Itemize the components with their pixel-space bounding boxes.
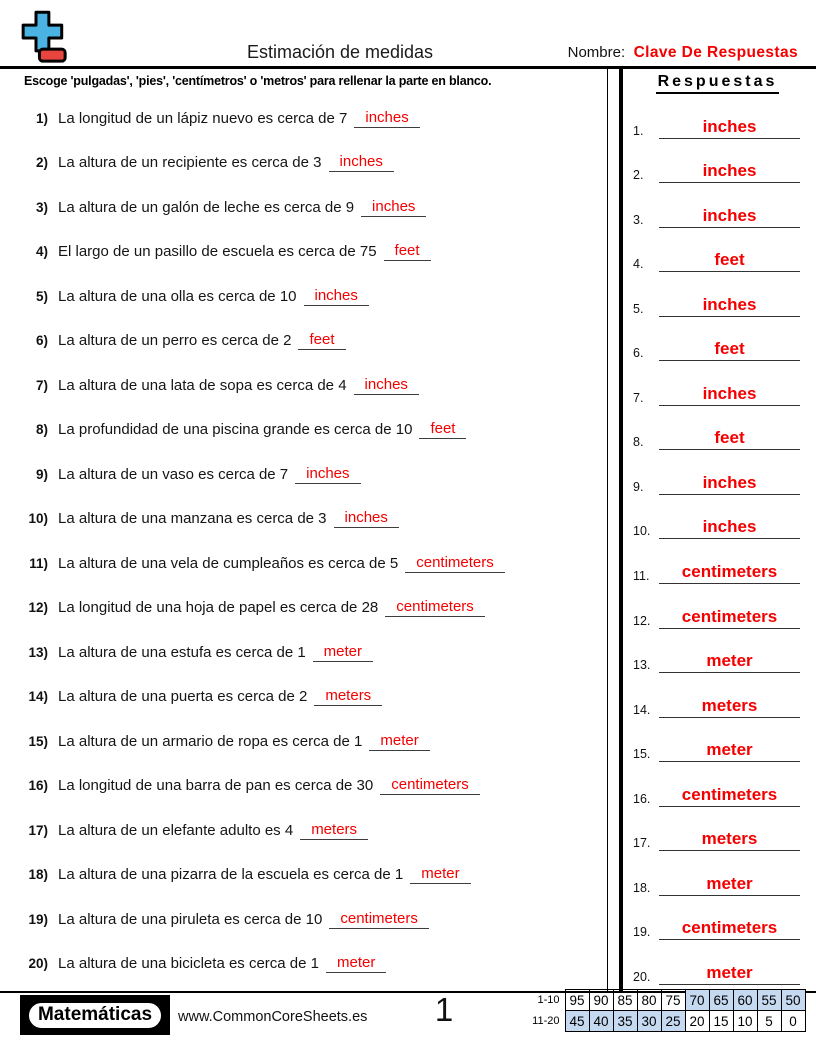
question-row	[24, 719, 607, 764]
answer-row	[633, 589, 802, 634]
questions-column	[0, 69, 608, 992]
answer-number: 8.	[633, 435, 644, 450]
question-row	[24, 942, 607, 987]
answer-row	[633, 144, 802, 189]
score-cell: 40	[589, 1011, 613, 1032]
answer-row	[633, 901, 802, 946]
score-cell: 30	[637, 1011, 661, 1032]
answer-number: 5.	[633, 301, 644, 316]
question-row	[24, 497, 607, 542]
score-cell: 65	[709, 990, 733, 1011]
question-answer-blank: inches	[329, 153, 394, 172]
instruction-text: Escoge 'pulgadas', 'pies', 'centímetros' o 'metros' para rellenar la parte en blanco.	[24, 74, 492, 88]
answer-row	[633, 277, 802, 322]
answer-row	[633, 366, 802, 411]
score-cell: 50	[781, 990, 805, 1011]
question-answer-blank: centimeters	[405, 554, 505, 573]
question-text: La altura de un recipiente es cerca de 3	[58, 154, 322, 172]
answer-number: 12.	[633, 613, 651, 628]
answer-value: meters	[659, 829, 800, 851]
answer-row	[633, 233, 802, 278]
answer-key-label: Clave De Respuestas	[633, 44, 798, 61]
question-row	[24, 185, 607, 230]
question-row	[24, 586, 607, 631]
answer-value: inches	[659, 117, 800, 139]
answer-row	[633, 188, 802, 233]
question-text: La altura de una bicicleta es cerca de 1	[58, 955, 319, 973]
question-text: La longitud de una hoja de papel es cerca de 28	[58, 599, 379, 617]
answer-value: centimeters	[659, 918, 800, 940]
page-title: Estimación de medidas	[246, 42, 434, 62]
question-text: La altura de un galón de leche es cerca de 9	[58, 198, 355, 216]
question-number: 6)	[35, 333, 48, 349]
answer-row	[633, 767, 802, 812]
question-number: 11)	[29, 555, 48, 571]
answer-value: inches	[659, 295, 800, 317]
question-number: 8)	[35, 422, 48, 438]
question-row	[24, 541, 607, 586]
score-row-label: 11-20	[532, 1015, 560, 1027]
score-cell: 35	[613, 1011, 637, 1032]
question-answer-blank: feet	[384, 242, 431, 261]
score-cell: 60	[733, 990, 757, 1011]
question-answer-blank: meter	[313, 643, 373, 662]
answer-value: feet	[659, 428, 800, 450]
question-row	[24, 764, 607, 809]
page-number: 1	[434, 991, 454, 1028]
answer-value: centimeters	[659, 562, 800, 584]
name-row	[568, 44, 798, 62]
answer-row	[633, 99, 802, 144]
question-text: La altura de un vaso es cerca de 7	[58, 465, 289, 483]
answer-value: inches	[659, 384, 800, 406]
question-number: 5)	[35, 288, 48, 304]
answer-number: 16.	[633, 791, 651, 806]
question-row	[24, 319, 607, 364]
answer-row	[633, 723, 802, 768]
question-row	[24, 808, 607, 853]
score-table	[531, 989, 806, 1032]
math-logo-label: Matemáticas	[27, 1001, 163, 1030]
question-number: 14)	[28, 689, 48, 705]
main-area	[0, 69, 816, 992]
answer-number: 9.	[633, 479, 644, 494]
question-answer-blank: feet	[419, 420, 466, 439]
question-answer-blank: inches	[354, 109, 419, 128]
answer-number: 4.	[633, 257, 644, 272]
question-answer-blank: inches	[304, 287, 369, 306]
score-cell: 80	[637, 990, 661, 1011]
question-number: 9)	[35, 466, 48, 482]
answer-value: inches	[659, 473, 800, 495]
answer-number: 18.	[633, 880, 651, 895]
answer-value: meter	[659, 651, 800, 673]
answer-number: 10.	[633, 524, 651, 539]
score-cell: 5	[757, 1011, 781, 1032]
answer-number: 7.	[633, 390, 644, 405]
answer-row	[633, 678, 802, 723]
answer-value: centimeters	[659, 607, 800, 629]
question-row	[24, 363, 607, 408]
question-text: La longitud de un lápiz nuevo es cerca de 7	[58, 109, 348, 127]
answer-row	[633, 634, 802, 679]
score-cell: 45	[565, 1011, 589, 1032]
question-row	[24, 853, 607, 898]
score-cell: 15	[709, 1011, 733, 1032]
question-text: La altura de una vela de cumpleaños es cerca de 5	[58, 554, 399, 572]
question-answer-blank: meter	[410, 865, 470, 884]
question-text: La altura de un perro es cerca de 2	[58, 332, 292, 350]
name-label: Nombre:	[567, 44, 626, 61]
answers-title: Respuestas	[656, 73, 780, 94]
question-row	[24, 274, 607, 319]
answer-row	[633, 945, 802, 990]
answer-value: inches	[659, 517, 800, 539]
score-cell: 0	[781, 1011, 805, 1032]
question-answer-blank: meter	[369, 732, 429, 751]
answer-number: 19.	[633, 925, 651, 940]
question-answer-blank: meters	[314, 687, 382, 706]
website-url: www.CommonCoreSheets.es	[178, 1009, 368, 1025]
question-text: La altura de una pizarra de la escuela es cerca de 1	[58, 866, 404, 884]
answer-row	[633, 411, 802, 456]
question-row	[24, 230, 607, 275]
question-row	[24, 675, 607, 720]
score-row	[531, 1011, 805, 1032]
question-number: 7)	[35, 377, 48, 393]
answer-value: feet	[659, 339, 800, 361]
answer-value: inches	[659, 206, 800, 228]
math-logo	[20, 995, 170, 1035]
question-answer-blank: inches	[354, 376, 419, 395]
question-text: La longitud de una barra de pan es cerca de 30	[58, 777, 374, 795]
question-number: 18)	[28, 867, 48, 883]
question-number: 2)	[35, 155, 48, 171]
score-row	[531, 990, 805, 1011]
answers-column	[623, 69, 816, 992]
question-text: La altura de una puerta es cerca de 2	[58, 688, 308, 706]
question-number: 13)	[28, 644, 48, 660]
question-text: La altura de una estufa es cerca de 1	[58, 643, 306, 661]
question-answer-blank: inches	[295, 465, 360, 484]
score-cell: 25	[661, 1011, 685, 1032]
answer-number: 17.	[633, 836, 651, 851]
answer-value: feet	[659, 250, 800, 272]
answer-number: 20.	[633, 969, 651, 984]
answer-value: meter	[659, 963, 800, 985]
question-answer-blank: centimeters	[329, 910, 429, 929]
answer-row	[633, 856, 802, 901]
question-row	[24, 897, 607, 942]
answer-row	[633, 500, 802, 545]
score-cell: 75	[661, 990, 685, 1011]
question-number: 3)	[35, 199, 48, 215]
question-number: 1)	[35, 110, 48, 126]
question-answer-blank: feet	[298, 331, 345, 350]
answer-value: centimeters	[659, 785, 800, 807]
score-cell: 85	[613, 990, 637, 1011]
answer-number: 15.	[633, 747, 651, 762]
question-text: El largo de un pasillo de escuela es cerca de 75	[58, 243, 377, 261]
question-answer-blank: centimeters	[385, 598, 485, 617]
question-number: 17)	[28, 822, 48, 838]
answer-number: 6.	[633, 346, 644, 361]
answer-number: 14.	[633, 702, 651, 717]
answer-number: 3.	[633, 212, 644, 227]
question-answer-blank: centimeters	[380, 776, 480, 795]
question-number: 16)	[28, 778, 48, 794]
question-text: La altura de una olla es cerca de 10	[58, 287, 297, 305]
answer-number: 13.	[633, 658, 651, 673]
question-list	[24, 96, 607, 986]
answer-number: 2.	[633, 168, 644, 183]
question-row	[24, 452, 607, 497]
question-answer-blank: meter	[326, 954, 386, 973]
question-text: La altura de una piruleta es cerca de 10	[58, 910, 323, 928]
score-cell: 55	[757, 990, 781, 1011]
plus-minus-icon	[16, 8, 68, 68]
question-answer-blank: inches	[334, 509, 399, 528]
question-row	[24, 96, 607, 141]
answer-number: 11.	[633, 569, 650, 584]
answer-row	[633, 455, 802, 500]
question-text: La profundidad de una piscina grande es cerca de 10	[58, 421, 413, 439]
question-row	[24, 408, 607, 453]
question-text: La altura de una manzana es cerca de 3	[58, 510, 327, 528]
question-number: 15)	[28, 733, 48, 749]
question-number: 10)	[28, 511, 48, 527]
question-number: 20)	[28, 956, 48, 972]
question-row	[24, 630, 607, 675]
answer-value: inches	[659, 161, 800, 183]
score-cell: 95	[565, 990, 589, 1011]
question-text: La altura de una lata de sopa es cerca de 4	[58, 376, 347, 394]
question-number: 4)	[35, 244, 48, 260]
answer-value: meters	[659, 696, 800, 718]
score-cell: 90	[589, 990, 613, 1011]
score-cell: 10	[733, 1011, 757, 1032]
answer-number: 1.	[633, 123, 644, 138]
question-number: 12)	[28, 600, 48, 616]
answer-row	[633, 544, 802, 589]
answer-value: meter	[659, 740, 800, 762]
score-cell: 70	[685, 990, 709, 1011]
question-answer-blank: meters	[300, 821, 368, 840]
question-row	[24, 141, 607, 186]
score-row-label: 1-10	[537, 994, 560, 1006]
answer-list	[633, 99, 802, 990]
answer-value: meter	[659, 874, 800, 896]
answer-row	[633, 812, 802, 857]
score-cell: 20	[685, 1011, 709, 1032]
question-text: La altura de un elefante adulto es 4	[58, 821, 294, 839]
answer-row	[633, 322, 802, 367]
question-number: 19)	[28, 911, 48, 927]
question-text: La altura de un armario de ropa es cerca de 1	[58, 732, 363, 750]
question-answer-blank: inches	[361, 198, 426, 217]
score-table-body	[531, 990, 805, 1032]
